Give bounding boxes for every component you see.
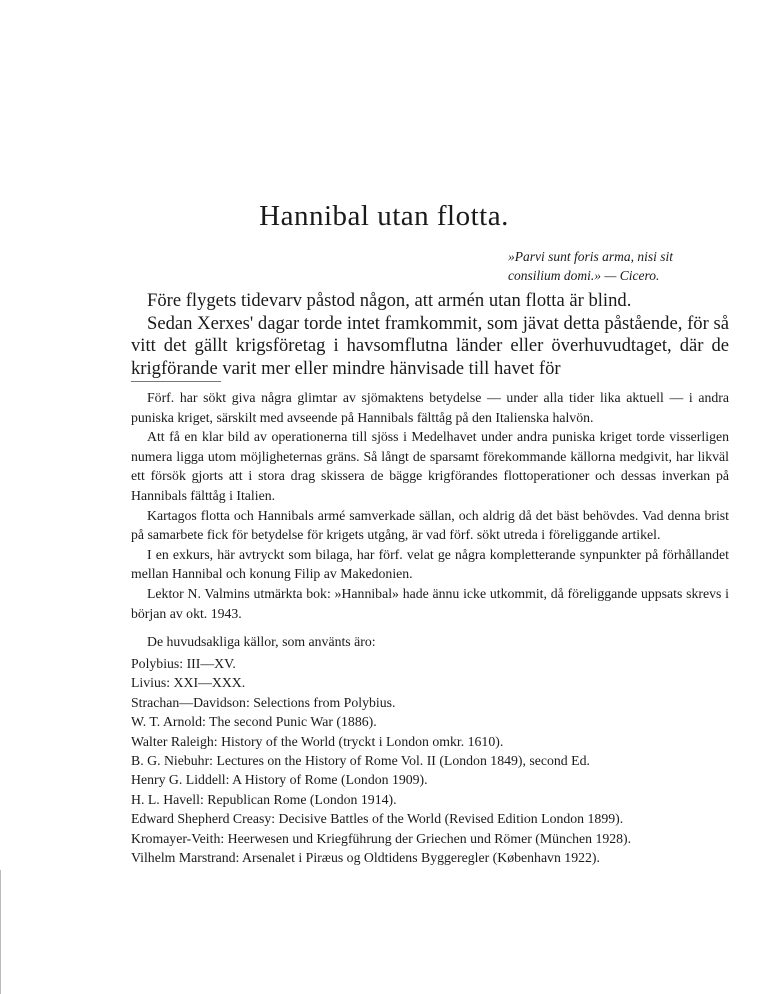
source-item: B. G. Niebuhr: Lectures on the History of Rome Vol. II (London 1849), second Ed. — [131, 753, 590, 769]
sources-list — [131, 654, 731, 867]
source-item: Kromayer-Veith: Heerwesen und Kriegführung der Griechen und Römer (München 1928). — [131, 830, 632, 846]
source-item: H. L. Havell: Republican Rome (London 1914). — [131, 791, 397, 807]
footnote-paragraph: Att få en klar bild av operationerna till sjöss i Medelhavet under andra puniska kriget torde visserligen numera ligga utom möjligheternas gräns. Så långt de sparsamt förekommande källorna medgivit, har likväl ett försök gjorts att i stora drag skissera de bägge krigförandes flottoperationer och dessas inverkan på Hannibals fälttåg i Italien. — [131, 429, 729, 503]
source-item: W. T. Arnold: The second Punic War (1886). — [131, 714, 377, 730]
source-item: Livius: XXI—XXX. — [131, 675, 246, 691]
source-item: Strachan—Davidson: Selections from Polybius. — [131, 694, 396, 710]
epigraph-quote-end: consilium domi.» — [508, 268, 601, 283]
source-item: Vilhelm Marstrand: Arsenalet i Piræus og Oldtidens Byggeregler (København 1922). — [131, 850, 600, 866]
footnotes — [131, 388, 729, 623]
source-item: Walter Raleigh: History of the World (tryckt i London omkr. 1610). — [131, 733, 504, 749]
footnote-paragraph: Lektor N. Valmins utmärkta bok: »Hannibal» hade ännu icke utkommit, då föreliggande uppsats skrevs i början av okt. 1943. — [131, 585, 729, 621]
footnote-rule — [131, 381, 221, 382]
epigraph — [508, 247, 738, 285]
footnote-paragraph: Kartagos flotta och Hannibals armé samverkade sällan, och aldrig då det bäst behövdes. Vad denna brist på samarbete fick för betydelse för krigets utgång, är vad förf. sökt utreda i föreliggande artikel. — [131, 507, 729, 543]
body-paragraph: Före flygets tidevarv påstod någon, att armén utan flotta är blind. — [147, 290, 632, 311]
footnote-paragraph: I en exkurs, här avtryckt som bilaga, har förf. velat ge några kompletterande synpunkter på förhållandet mellan Hannibal och konung Filip av Makedonien. — [131, 546, 729, 582]
epigraph-line-2 — [508, 266, 738, 285]
sources-intro: De huvudsakliga källor, som använts äro: — [147, 634, 376, 649]
body-text — [131, 290, 729, 380]
body-paragraph: Sedan Xerxes' dagar torde intet framkommit, som jävat detta påstående, för så vitt det gällt krigsföretag i havsomflutna länder eller överhuvudtaget, där de krigförande varit mer eller mindre hänvisade till havet för — [131, 312, 729, 379]
page-title: Hannibal utan flotta. — [259, 200, 509, 232]
source-item: Polybius: III—XV. — [131, 656, 236, 671]
scan-edge-mark — [0, 870, 1, 994]
source-item: Edward Shepherd Creasy: Decisive Battles of the World (Revised Edition London 1899). — [131, 811, 624, 827]
epigraph-line-1: »Parvi sunt foris arma, nisi sit — [508, 249, 674, 264]
source-item: Henry G. Liddell: A History of Rome (London 1909). — [131, 772, 428, 788]
footnote-paragraph: Förf. har sökt giva några glimtar av sjömaktens betydelse — under alla tider lika aktuell — i andra puniska kriget, särskilt med avseende på Hannibals fälttåg på den Italienska halvön. — [131, 390, 729, 425]
epigraph-author: — Cicero. — [604, 268, 660, 283]
